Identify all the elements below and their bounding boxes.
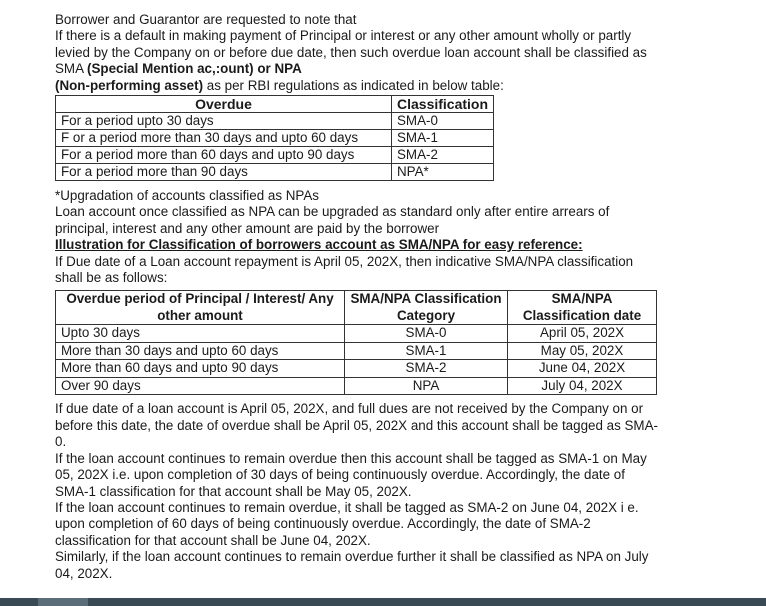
table-row bbox=[56, 377, 657, 395]
table-row bbox=[56, 113, 494, 130]
sma-definition: (Special Mention ac,:ount) or NPA bbox=[87, 61, 302, 77]
period-cell: More than 30 days and upto 60 days bbox=[56, 342, 345, 360]
header-classification: Classification bbox=[392, 96, 494, 113]
date-cell: May 05, 202X bbox=[508, 342, 657, 360]
category-cell: NPA bbox=[345, 377, 508, 395]
illustration-text: If Due date of a Loan account repayment is April 05, 202X, then indicative SMA/NPA classification shall be as follows: bbox=[55, 253, 634, 286]
classification-table bbox=[55, 95, 494, 181]
header-category: SMA/NPA Classification Category bbox=[345, 291, 508, 325]
classification-cell: SMA-1 bbox=[392, 130, 494, 147]
upgradation-text: Loan account once classified as NPA can be upgraded as standard only after entire arrears of principal, interest and any other amount are paid by the borrower bbox=[55, 204, 610, 236]
header-overdue: Overdue bbox=[56, 96, 392, 113]
period-cell: More than 60 days and upto 90 days bbox=[56, 360, 345, 378]
overdue-cell: F or a period more than 30 days and upto 60 days bbox=[56, 130, 392, 147]
period-cell: Over 90 days bbox=[56, 377, 345, 395]
header-overdue-period: Overdue period of Principal / Interest/ Any other amount bbox=[56, 291, 345, 325]
closing-paragraph: If due date of a loan account is April 05, 202X, and full dues are not received by the Company on or before this date, the date of overdue shall be April 05, 202X and this account shall be tagged as SMA-0. bbox=[55, 401, 658, 450]
category-cell: SMA-1 bbox=[345, 342, 508, 360]
npa-definition: (Non-performing asset) bbox=[55, 77, 204, 93]
header-date: SMA/NPA Classification date bbox=[508, 291, 657, 325]
period-cell: Upto 30 days bbox=[56, 325, 345, 343]
table-row bbox=[56, 147, 494, 164]
document-body bbox=[55, 12, 661, 582]
closing-paragraph: If the loan account continues to remain overdue, it shall be tagged as SMA-2 on June 04, 202X i e. upon completion of 60 days of being continuously overdue. Accordingly, the date of SMA-2 classification for that account shall be June 04, 202X. bbox=[55, 499, 639, 548]
table-row bbox=[56, 342, 657, 360]
viewer-bottom-bar bbox=[0, 598, 766, 606]
overdue-cell: For a period more than 60 days and upto 90 days bbox=[56, 147, 392, 164]
classification-cell: SMA-2 bbox=[392, 147, 494, 164]
illustration-table bbox=[55, 290, 657, 395]
table-row bbox=[56, 130, 494, 147]
classification-cell: SMA-0 bbox=[392, 113, 494, 130]
closing-paragraph: Similarly, if the loan account continues to remain overdue further it shall be classified as NPA on July 04, 202X. bbox=[55, 549, 649, 581]
illustration-heading: Illustration for Classification of borrowers account as SMA/NPA for easy reference: bbox=[55, 237, 583, 253]
scroll-thumb[interactable] bbox=[38, 598, 88, 606]
table-header-row bbox=[56, 291, 657, 325]
closing-paragraph: If the loan account continues to remain overdue then this account shall be tagged as SMA-1 on May 05, 202X i.e. upon completion of 30 days of being continuously overdue. Accordingly, the date of SMA-1 classification for that account shall be May 05, 202X. bbox=[55, 450, 647, 499]
table-row bbox=[56, 360, 657, 378]
date-cell: June 04, 202X bbox=[508, 360, 657, 378]
table-row bbox=[56, 164, 494, 181]
table-row bbox=[56, 325, 657, 343]
overdue-cell: For a period upto 30 days bbox=[56, 113, 392, 130]
table-header-row bbox=[56, 96, 494, 113]
classification-cell: NPA* bbox=[392, 164, 494, 181]
upgradation-note: *Upgradation of accounts classified as NPAs bbox=[55, 188, 319, 204]
category-cell: SMA-0 bbox=[345, 325, 508, 343]
date-cell: July 04, 202X bbox=[508, 377, 657, 395]
overdue-cell: For a period more than 90 days bbox=[56, 164, 392, 181]
intro-line: Borrower and Guarantor are requested to note that bbox=[55, 12, 357, 27]
intro-paragraph bbox=[55, 28, 661, 94]
intro-text-start: If there is a default in making payment of Principal or interest or any other amount wholly or partly levied by the Company on or before due date, then such overdue loan account shall be classified as SMA bbox=[55, 28, 647, 77]
category-cell: SMA-2 bbox=[345, 360, 508, 378]
intro-text-end: as per RBI regulations as indicated in below table: bbox=[203, 77, 504, 93]
date-cell: April 05, 202X bbox=[508, 325, 657, 343]
